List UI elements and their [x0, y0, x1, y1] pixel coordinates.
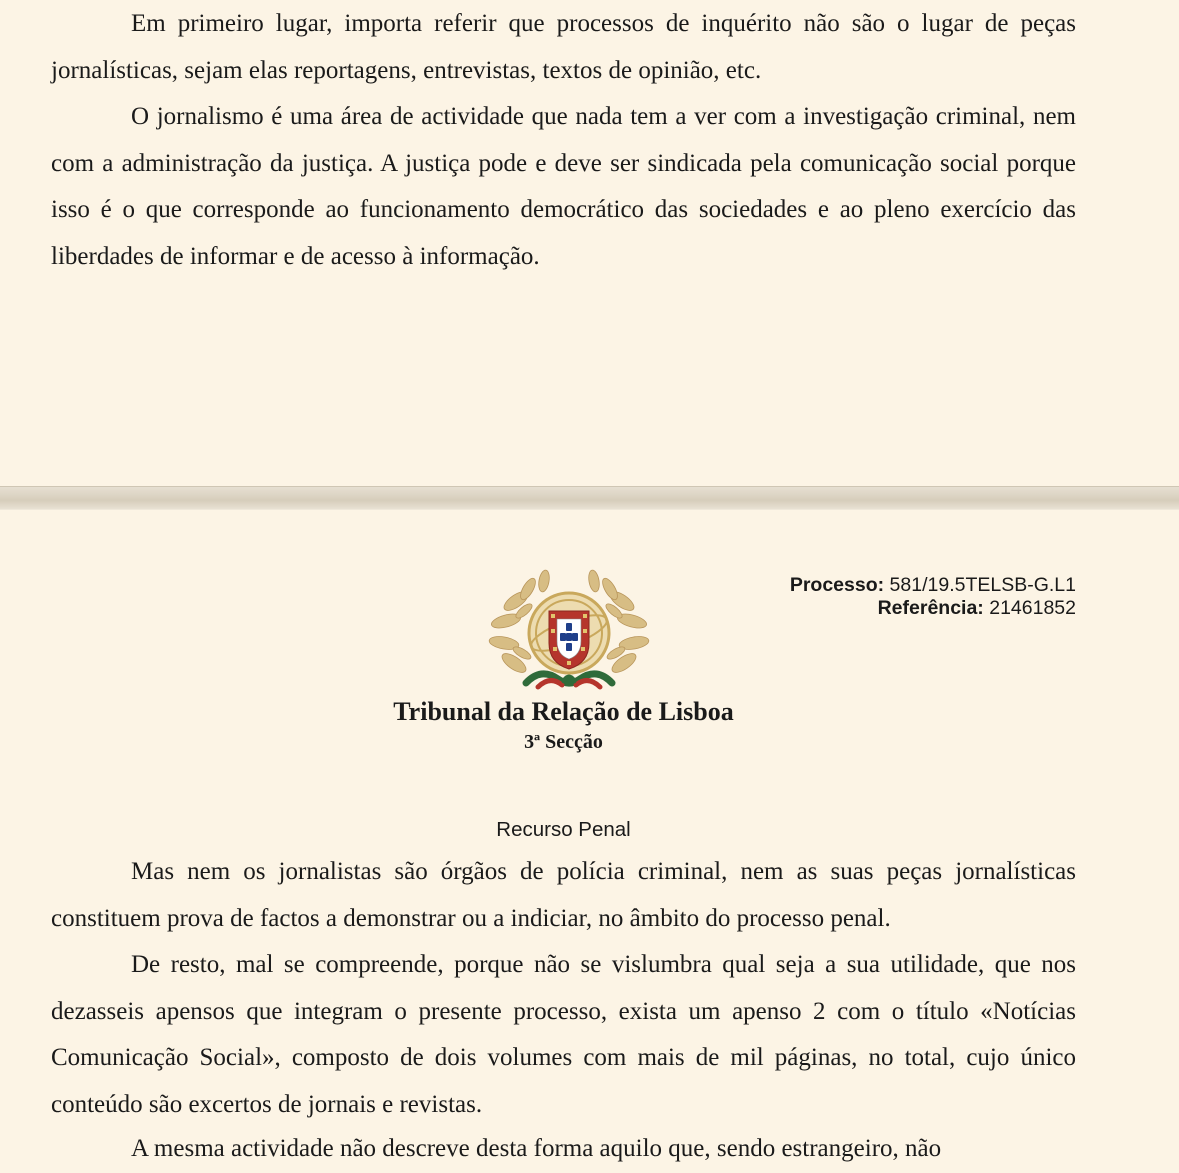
body-paragraph-cut-off: A mesma actividade não descreve desta forma aquilo que, sendo estrangeiro, não	[131, 1135, 942, 1162]
referencia-label: Referência:	[877, 597, 984, 619]
body-paragraph: O jornalismo é uma área de actividade que nada tem a ver com a investigação criminal, nem com a administração da justiça. A justiça pode e deve ser sindicada pela comunicação social porque isso é o que corresponde ao funcionamento democrático das sociedades e ao pleno exercício das liberdades de informar e de acesso à informação.	[51, 103, 1076, 270]
referencia-line	[790, 597, 1076, 620]
body-paragraph: Mas nem os jornalistas são órgãos de polícia criminal, nem as suas peças jornalísticas constituem prova de factos a demonstrar ou a indiciar, no âmbito do processo penal.	[51, 858, 1076, 932]
processo-line	[790, 574, 1076, 597]
body-paragraph: Em primeiro lugar, importa referir que processos de inquérito não são o lugar de peças jornalísticas, sejam elas reportagens, entrevistas, textos de opinião, etc.	[51, 10, 1076, 84]
processo-label: Processo:	[789, 574, 885, 596]
court-section: 3ª Secção	[524, 731, 603, 753]
case-type: Recurso Penal	[496, 818, 631, 841]
document-page-bottom	[0, 510, 1179, 1162]
page-divider	[0, 486, 1179, 510]
court-name: Tribunal da Relação de Lisboa	[393, 697, 734, 726]
portuguese-coat-of-arms-icon	[486, 571, 652, 697]
body-paragraph: De resto, mal se compreende, porque não se vislumbra qual seja a sua utilidade, que nos dezasseis apensos que integram o presente processo, exista um apenso 2 com o título «Notícias Comunicação Social», composto de dois volumes com mais de mil páginas, no total, cujo único conteúdo são excertos de jornais e revistas.	[51, 951, 1076, 1118]
referencia-value: 21461852	[989, 597, 1076, 619]
case-reference-block	[790, 574, 1076, 620]
processo-value: 581/19.5TELSB-G.L1	[889, 574, 1076, 596]
document-page-top	[0, 0, 1179, 486]
